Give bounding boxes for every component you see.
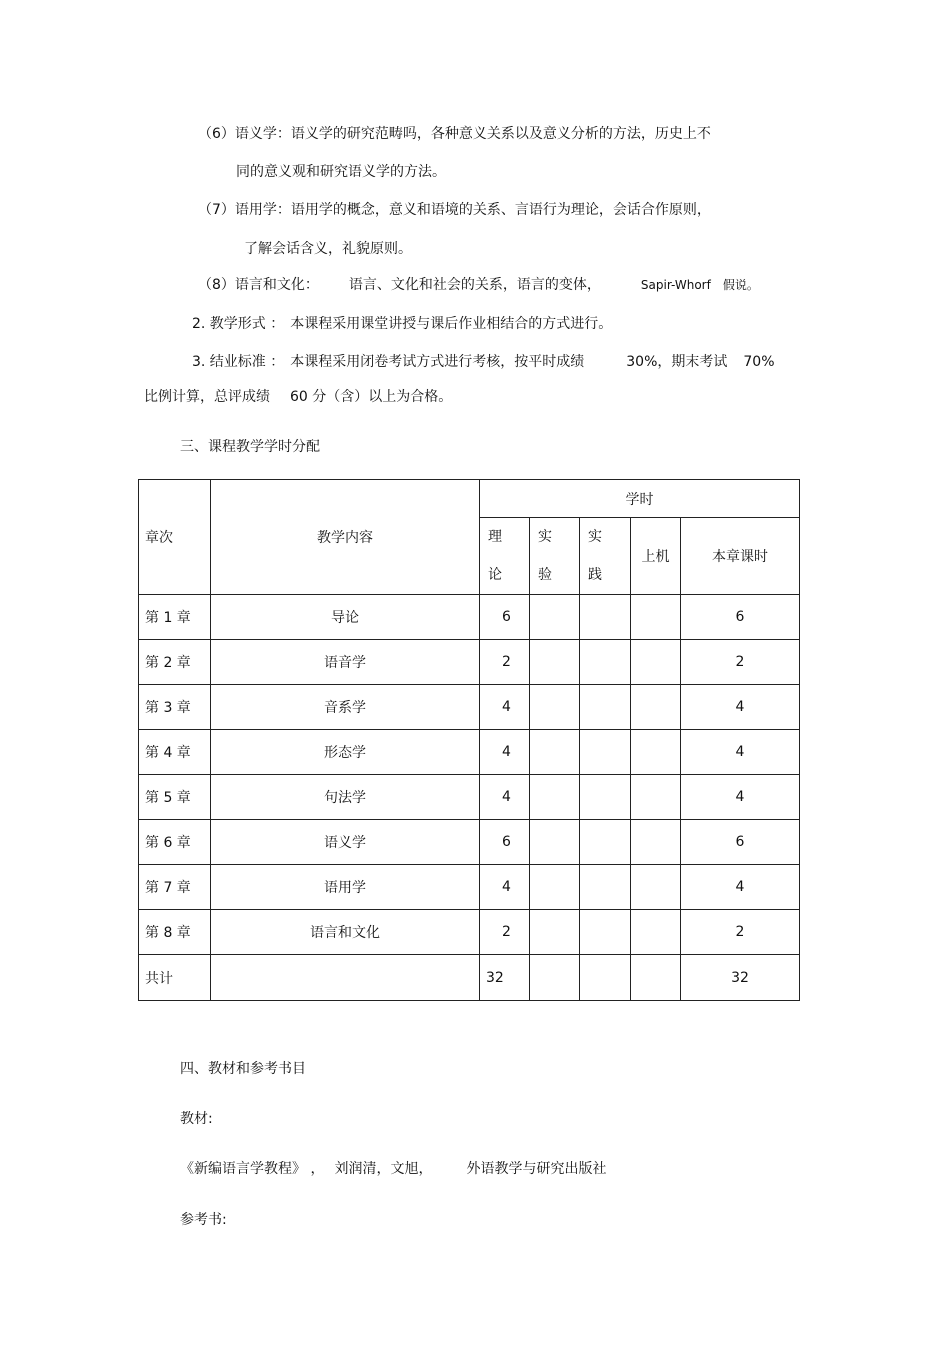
- row-computer: [631, 595, 681, 640]
- standard-line2-b: 60 分（含）以上为合格。: [290, 389, 453, 405]
- row-theory: 4: [480, 865, 530, 910]
- table-header-row: [139, 480, 800, 518]
- section-4-title: 四、教材和参考书目: [180, 1061, 306, 1077]
- row-content: 导论: [211, 595, 480, 640]
- textbook-publisher: 外语教学与研究出版社: [466, 1161, 607, 1177]
- row-computer: [631, 685, 681, 730]
- item-8-label: （8）语言和文化：: [198, 277, 319, 293]
- row-computer: [631, 730, 681, 775]
- row-content: 语义学: [211, 820, 480, 865]
- standard-pct2: 70%: [743, 354, 775, 370]
- header-practice-1: 实: [588, 529, 602, 545]
- item-7-line1: （7）语用学：语用学的概念，意义和语境的关系、言语行为理论，会话合作原则，: [198, 202, 711, 218]
- row-practice: [580, 910, 631, 955]
- teaching-form-text: 本课程采用课堂讲授与课后作业相结合的方式进行。: [290, 316, 613, 332]
- table-row: [139, 775, 800, 820]
- header-practice-2: 践: [588, 567, 602, 583]
- row-total: 4: [681, 685, 800, 730]
- row-practice: [580, 595, 631, 640]
- row-computer: [631, 640, 681, 685]
- table-sum-row: [139, 955, 800, 1001]
- header-experiment-1: 实: [538, 529, 552, 545]
- row-chapter: 第 3 章: [139, 685, 211, 730]
- row-experiment: [530, 640, 580, 685]
- item-8-text: 语言、文化和社会的关系，语言的变体，: [348, 277, 601, 293]
- table-row: [139, 640, 800, 685]
- row-chapter: 第 1 章: [139, 595, 211, 640]
- standard-label: 3. 结业标准 ：: [192, 354, 285, 370]
- row-total: 4: [681, 730, 800, 775]
- item-8-sapir-whorf: Sapir-Whorf: [640, 278, 711, 292]
- row-theory: 4: [480, 775, 530, 820]
- row-practice: [580, 865, 631, 910]
- section-3-title: 三、课程教学学时分配: [180, 439, 320, 455]
- table-row: [139, 685, 800, 730]
- row-theory: 6: [480, 595, 530, 640]
- standard-pct1: 30%，期末考试: [626, 354, 728, 370]
- header-hours: 学时: [480, 480, 800, 518]
- row-total: 6: [681, 595, 800, 640]
- row-chapter: 第 7 章: [139, 865, 211, 910]
- row-content: 形态学: [211, 730, 480, 775]
- header-content: 教学内容: [211, 480, 480, 595]
- table-row: [139, 730, 800, 775]
- item-6-line2: 同的意义观和研究语义学的方法。: [236, 164, 446, 180]
- completion-standard-line2: [144, 387, 452, 407]
- standard-text: 本课程采用闭卷考试方式进行考核，按平时成绩: [290, 354, 585, 370]
- row-theory: 6: [480, 820, 530, 865]
- textbook-authors: 刘润清，文旭，: [334, 1161, 433, 1177]
- sum-practice: [580, 955, 631, 1001]
- row-practice: [580, 820, 631, 865]
- row-experiment: [530, 865, 580, 910]
- row-total: 2: [681, 640, 800, 685]
- hours-table: [138, 479, 800, 1001]
- row-theory: 2: [480, 910, 530, 955]
- row-theory: 2: [480, 640, 530, 685]
- row-content: 句法学: [211, 775, 480, 820]
- row-practice: [580, 640, 631, 685]
- header-practice: [580, 518, 631, 595]
- row-experiment: [530, 730, 580, 775]
- row-experiment: [530, 820, 580, 865]
- completion-standard-line1: [192, 352, 775, 372]
- row-theory: 4: [480, 730, 530, 775]
- row-total: 6: [681, 820, 800, 865]
- textbook-label: 教材:: [180, 1111, 213, 1127]
- header-chapter-total: 本章课时: [681, 518, 800, 595]
- item-8-line: [198, 275, 759, 295]
- row-content: 语言和文化: [211, 910, 480, 955]
- item-8-hypothesis: 假说。: [722, 278, 759, 292]
- header-theory: [480, 518, 530, 595]
- header-theory-1: 理: [488, 529, 502, 545]
- references-label: 参考书:: [180, 1212, 227, 1228]
- row-experiment: [530, 910, 580, 955]
- row-total: 2: [681, 910, 800, 955]
- row-computer: [631, 775, 681, 820]
- header-chapter: 章次: [139, 480, 211, 595]
- sum-theory: 32: [480, 955, 530, 1001]
- row-chapter: 第 5 章: [139, 775, 211, 820]
- row-practice: [580, 730, 631, 775]
- item-7-line2: 了解会话含义，礼貌原则。: [244, 241, 412, 257]
- row-experiment: [530, 775, 580, 820]
- sum-total: 32: [681, 955, 800, 1001]
- header-theory-2: 论: [488, 567, 502, 583]
- table-row: [139, 910, 800, 955]
- row-content: 音系学: [211, 685, 480, 730]
- sum-computer: [631, 955, 681, 1001]
- row-practice: [580, 685, 631, 730]
- teaching-form-label: 2. 教学形式 ：: [192, 316, 285, 332]
- table-row: [139, 820, 800, 865]
- row-computer: [631, 910, 681, 955]
- header-computer: 上机: [631, 518, 681, 595]
- row-chapter: 第 4 章: [139, 730, 211, 775]
- row-experiment: [530, 595, 580, 640]
- sum-content: [211, 955, 480, 1001]
- item-6-line1: （6）语义学：语义学的研究范畴吗，各种意义关系以及意义分析的方法，历史上不: [198, 126, 711, 142]
- sum-experiment: [530, 955, 580, 1001]
- table-row: [139, 865, 800, 910]
- textbook-title: 《新编语言学教程》 ，: [180, 1161, 325, 1177]
- row-content: 语用学: [211, 865, 480, 910]
- row-chapter: 第 2 章: [139, 640, 211, 685]
- table-row: [139, 595, 800, 640]
- row-content: 语音学: [211, 640, 480, 685]
- row-computer: [631, 865, 681, 910]
- sum-label: 共计: [139, 955, 211, 1001]
- textbook-entry: [180, 1159, 606, 1179]
- header-experiment: [530, 518, 580, 595]
- standard-line2-a: 比例计算，总评成绩: [144, 389, 270, 405]
- row-practice: [580, 775, 631, 820]
- row-chapter: 第 6 章: [139, 820, 211, 865]
- row-total: 4: [681, 775, 800, 820]
- row-chapter: 第 8 章: [139, 910, 211, 955]
- row-experiment: [530, 685, 580, 730]
- header-experiment-2: 验: [538, 567, 552, 583]
- row-total: 4: [681, 865, 800, 910]
- teaching-form: [192, 314, 612, 334]
- row-computer: [631, 820, 681, 865]
- row-theory: 4: [480, 685, 530, 730]
